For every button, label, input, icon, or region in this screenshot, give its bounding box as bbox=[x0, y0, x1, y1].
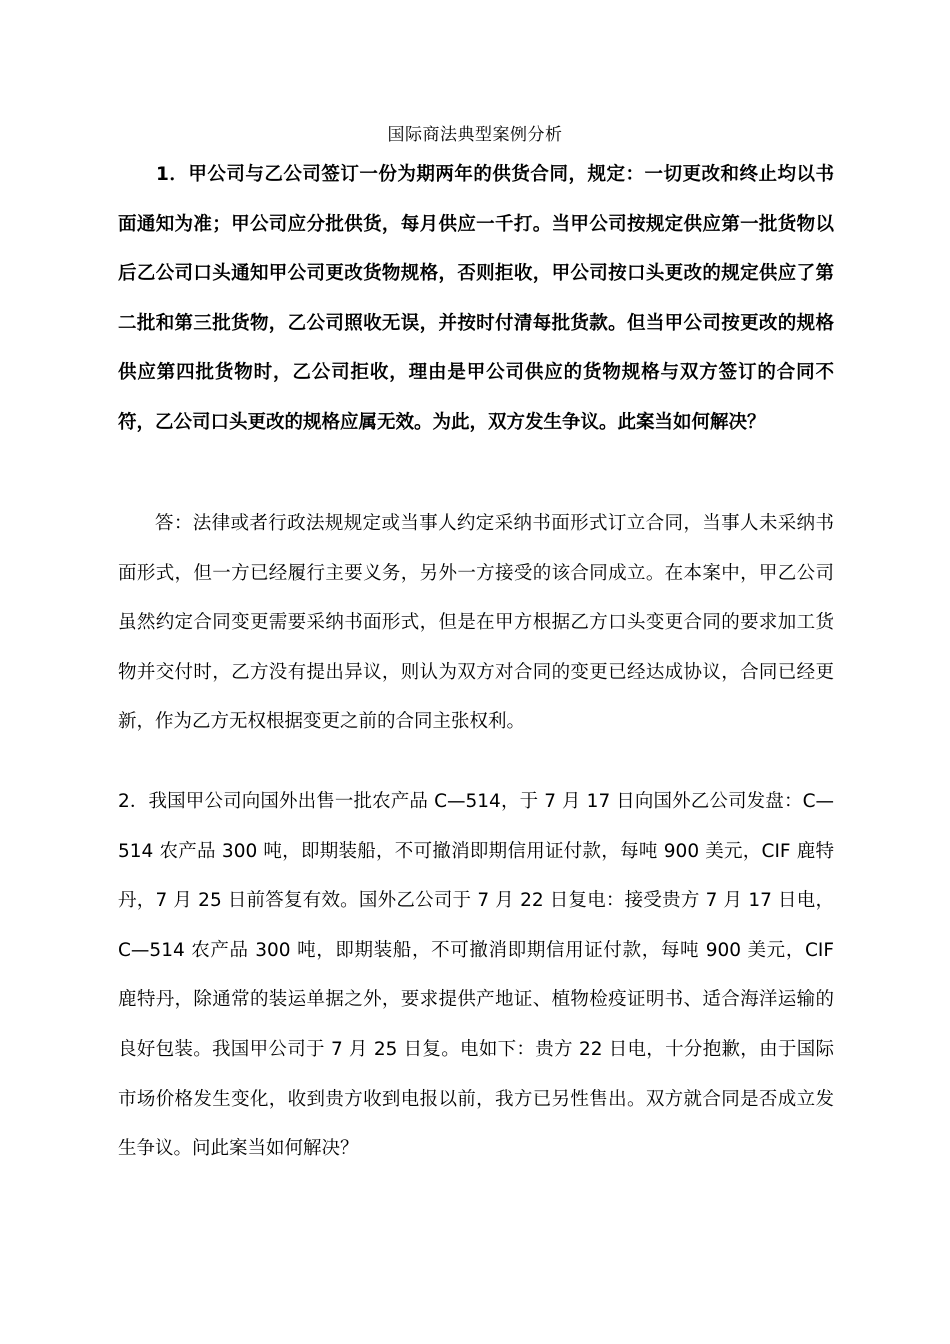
case-1-question: 1．甲公司与乙公司签订一份为期两年的供货合同，规定：一切更改和终止均以书面通知为准；甲公司应分批供货，每月供应一千打。当甲公司按规定供应第一批货物以后乙公司口头通知甲公司更改货物规格，否则拒收，甲公司按口头更改的规定供应了第二批和第三批货物，乙公司照收无误，并按时付清每批货款。但当甲公司按更改的规格供应第四批货物时，乙公司拒收，理由是甲公司供应的货物规格与双方签订的合同不符，乙公司口头更改的规格应属无效。为此，双方发生争议。此案当如何解决？ bbox=[118, 164, 834, 433]
document-title: 国际商法典型案例分析 bbox=[387, 125, 563, 145]
case-2-question: 2．我国甲公司向国外出售一批农产品 C—514，于 7 月 17 日向国外乙公司发盘：C—514 农产品 300 吨，即期装船，不可撤消即期信用证付款，每吨 900 美元，CIF 鹿特丹，7 月 25 日前答复有效。国外乙公司于 7 月 22 日复电：接受贵方 7 月 17 日电，C—514 农产品 300 吨，即期装船，不可撤消即期信用证付款，每吨 900 美元，CIF 鹿特丹，除通常的装运单据之外，要求提供产地证、植物检疫证明书、适合海洋运输的良好包装。我国甲公司于 7 月 25 日复。电如下：贵方 22 日电，十分抱歉，由于国际市场价格发生变化，收到贵方收到电报以前，我方已另性售出。双方就合同是否成立发生争议。问此案当如何解决？ bbox=[118, 791, 834, 1160]
case-1-answer: 答：法律或者行政法规规定或当事人约定采纳书面形式订立合同，当事人未采纳书面形式，但一方已经履行主要义务，另外一方接受的该合同成立。在本案中，甲乙公司虽然约定合同变更需要采纳书面形式，但是在甲方根据乙方口头变更合同的要求加工货物并交付时，乙方没有提出异议，则认为双方对合同的变更已经达成协议，合同已经更新，作为乙方无权根据变更之前的合同主张权利。 bbox=[118, 513, 834, 733]
